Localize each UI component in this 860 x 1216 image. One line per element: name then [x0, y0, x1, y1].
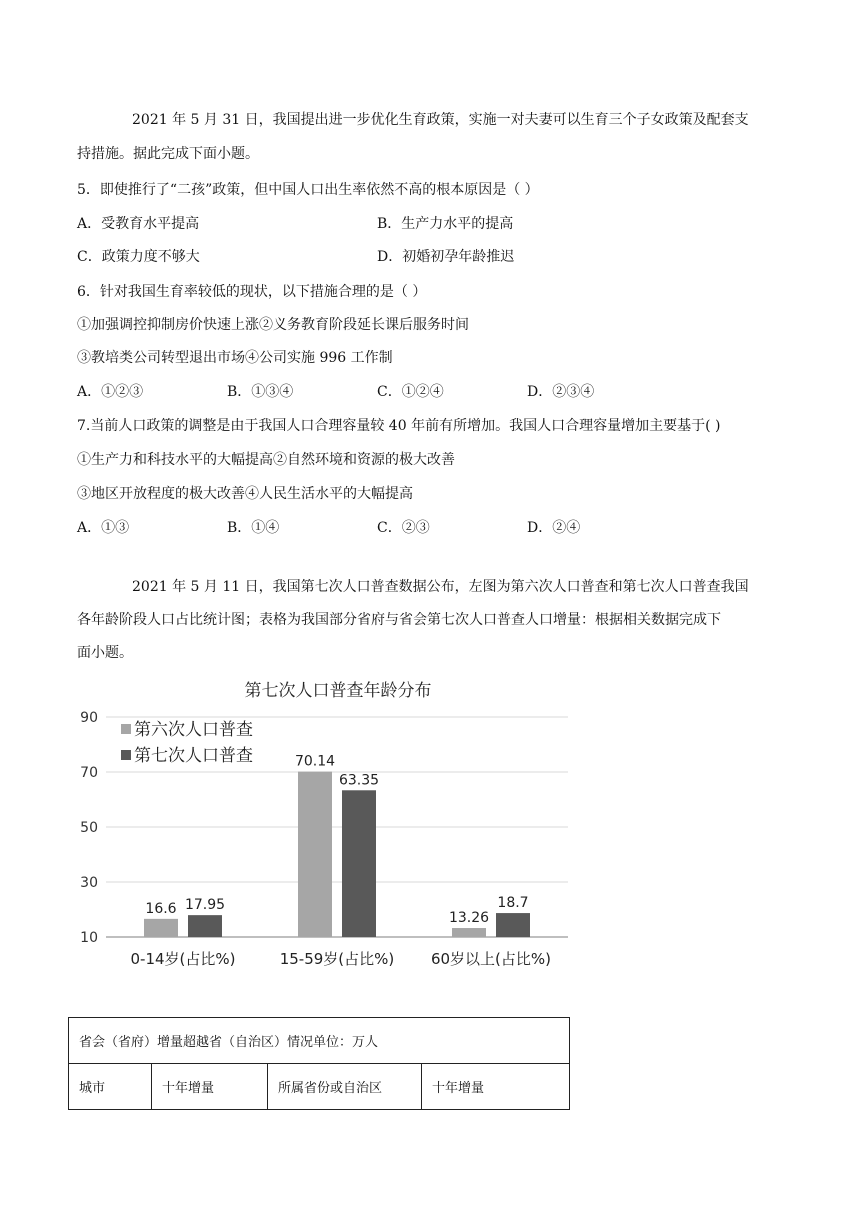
bar-sixth-census [298, 772, 332, 937]
data-label: 63.35 [338, 772, 380, 789]
y-tick-label: 30 [80, 875, 98, 891]
data-label: 70.14 [294, 753, 336, 770]
x-tick-label: 0-14岁(占比%) [130, 950, 236, 968]
data-label: 18.7 [497, 895, 529, 912]
question-7-statement-line-1: ①生产力和科技水平的大幅提高②自然环境和资源的极大改善 [77, 452, 455, 468]
y-tick-label: 10 [80, 930, 98, 946]
table-caption-row [69, 1018, 570, 1064]
bar-sixth-census [144, 919, 178, 937]
chart-title: 第七次人口普查年龄分布 [244, 681, 432, 701]
y-tick-label: 50 [80, 820, 98, 836]
question-6-stem: 6．针对我国生育率较低的现状，以下措施合理的是（ ） [77, 284, 427, 300]
data-label: 13.26 [448, 910, 490, 927]
question-7-option-a: A．①③ [77, 520, 130, 536]
intro-paragraph-2-line-2: 各年龄阶段人口占比统计图；表格为我国部分省府与省会第七次人口普查人口增量：根据相关数据完成下 [77, 612, 721, 628]
question-7-statement-line-2: ③地区开放程度的极大改善④人民生活水平的大幅提高 [77, 486, 413, 502]
question-5-option-d: D．初婚初孕年龄推迟 [377, 249, 515, 265]
population-increase-table [68, 1017, 570, 1110]
intro-paragraph-2-line-3: 面小题。 [77, 645, 133, 661]
intro-paragraph-1-line-1: 2021 年 5 月 31 日，我国提出进一步优化生育政策，实施一对夫妻可以生育三个子女政策及配套支 [132, 112, 749, 128]
question-5-option-a: A．受教育水平提高 [77, 216, 200, 232]
table-header-province-increase: 十年增量 [422, 1064, 570, 1110]
question-6-option-b: B．①③④ [227, 384, 294, 400]
bar-seventh-census [496, 913, 530, 937]
x-tick-label: 15-59岁(占比%) [279, 950, 395, 968]
age-distribution-bar-chart [66, 666, 576, 976]
question-6-statement-line-1: ①加强调控抑制房价快速上涨②义务教育阶段延长课后服务时间 [77, 317, 469, 333]
question-7-stem: 7.当前人口政策的调整是由于我国人口合理容量较 40 年前有所增加。我国人口合理容量增加主要基于( ) [77, 418, 721, 434]
question-7-option-d: D．②④ [527, 520, 581, 536]
table-header-row [69, 1064, 570, 1110]
legend-label: 第六次人口普查 [134, 720, 253, 740]
question-6-statement-line-2: ③教培类公司转型退出市场④公司实施 996 工作制 [77, 350, 393, 366]
question-6-option-c: C．①②④ [377, 384, 444, 400]
bar-sixth-census [452, 928, 486, 937]
question-7-option-b: B．①④ [227, 520, 280, 536]
legend-swatch [121, 750, 131, 760]
data-label: 17.95 [184, 897, 226, 914]
intro-paragraph-1-line-2: 持措施。据此完成下面小题。 [77, 146, 259, 162]
bar-seventh-census [188, 915, 222, 937]
y-tick-label: 90 [80, 710, 98, 726]
bar-seventh-census [342, 790, 376, 937]
legend-label: 第七次人口普查 [134, 746, 253, 766]
question-5-option-b: B．生产力水平的提高 [377, 216, 514, 232]
question-6-option-a: A．①②③ [77, 384, 144, 400]
question-7-option-c: C．②③ [377, 520, 430, 536]
question-5-stem: 5．即使推行了“二孩”政策，但中国人口出生率依然不高的根本原因是（ ） [77, 182, 539, 198]
table-header-province: 所属省份或自治区 [268, 1064, 422, 1110]
table-header-city-increase: 十年增量 [152, 1064, 268, 1110]
x-tick-label: 60岁以上(占比%) [430, 950, 552, 968]
table-caption: 省会（省府）增量超越省（自治区）情况单位：万人 [69, 1018, 570, 1064]
data-label: 16.6 [145, 900, 177, 917]
legend-swatch [121, 724, 131, 734]
table-header-city: 城市 [69, 1064, 152, 1110]
question-5-option-c: C．政策力度不够大 [77, 249, 200, 265]
y-tick-label: 70 [80, 765, 98, 781]
question-6-option-d: D．②③④ [527, 384, 595, 400]
intro-paragraph-2-line-1: 2021 年 5 月 11 日，我国第七次人口普查数据公布，左图为第六次人口普查和第七次人口普查我国 [132, 579, 749, 595]
